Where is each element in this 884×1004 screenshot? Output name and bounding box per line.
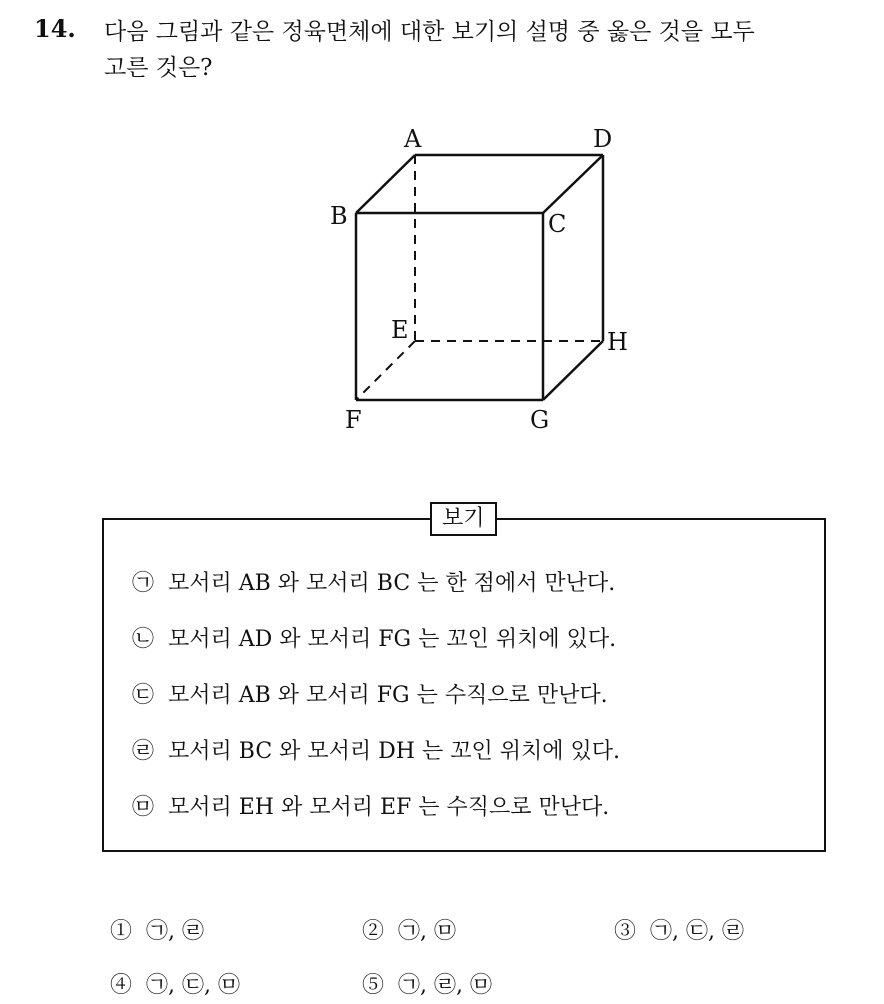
choice-text: ㉠, ㉢, ㉣ (650, 919, 744, 944)
cube-figure (0, 0, 884, 470)
choice-text: ㉠, ㉢, ㉤ (146, 973, 240, 998)
label-E: E (391, 316, 409, 344)
bogi-statement-5 (132, 790, 609, 826)
choice-text: ㉠, ㉣ (146, 919, 205, 944)
choice-4[interactable] (110, 968, 240, 1004)
choice-5[interactable] (362, 968, 492, 1004)
bogi-title: 보기 (430, 502, 497, 536)
edge-EF (356, 341, 415, 400)
label-C: C (548, 210, 567, 238)
choice-1[interactable] (110, 914, 204, 950)
statement-marker: ㉡ (132, 627, 155, 652)
statement-text: 모서리 EH 와 모서리 EF 는 수직으로 만난다. (168, 795, 610, 820)
statement-text: 모서리 AB 와 모서리 FG 는 수직으로 만난다. (168, 683, 608, 708)
statement-text: 모서리 AB 와 모서리 BC 는 한 점에서 만난다. (168, 571, 616, 596)
question-number: 14. (34, 14, 76, 43)
statement-text: 모서리 AD 와 모서리 FG 는 꼬인 위치에 있다. (168, 627, 617, 652)
label-H: H (607, 328, 628, 356)
edge-HG (543, 341, 603, 400)
choice-marker: ② (362, 919, 385, 944)
statement-text: 모서리 BC 와 모서리 DH 는 꼬인 위치에 있다. (168, 739, 620, 764)
statement-marker: ㉤ (132, 795, 155, 820)
bogi-statement-1 (132, 566, 615, 602)
choice-marker: ④ (110, 973, 133, 998)
label-D: D (593, 125, 613, 153)
choice-marker: ⑤ (362, 973, 385, 998)
choice-marker: ③ (614, 919, 637, 944)
choice-3[interactable] (614, 914, 744, 950)
choice-text: ㉠, ㉤ (398, 919, 457, 944)
edge-DC (543, 155, 603, 213)
label-F: F (345, 406, 362, 434)
label-B: B (330, 202, 348, 230)
choice-marker: ① (110, 919, 133, 944)
bogi-statement-4 (132, 734, 620, 770)
question-line-2: 고른 것은? (104, 55, 213, 81)
statement-marker: ㉠ (132, 571, 155, 596)
choice-text: ㉠, ㉣, ㉤ (398, 973, 492, 998)
question-line-1: 다음 그림과 같은 정육면체에 대한 보기의 설명 중 옳은 것을 모두 (104, 19, 755, 45)
statement-marker: ㉣ (132, 739, 155, 764)
edge-AB (356, 155, 415, 213)
label-G: G (530, 406, 550, 434)
choice-2[interactable] (362, 914, 456, 950)
label-A: A (404, 125, 422, 153)
statement-marker: ㉢ (132, 683, 155, 708)
bogi-statement-2 (132, 622, 616, 658)
bogi-statement-3 (132, 678, 608, 714)
